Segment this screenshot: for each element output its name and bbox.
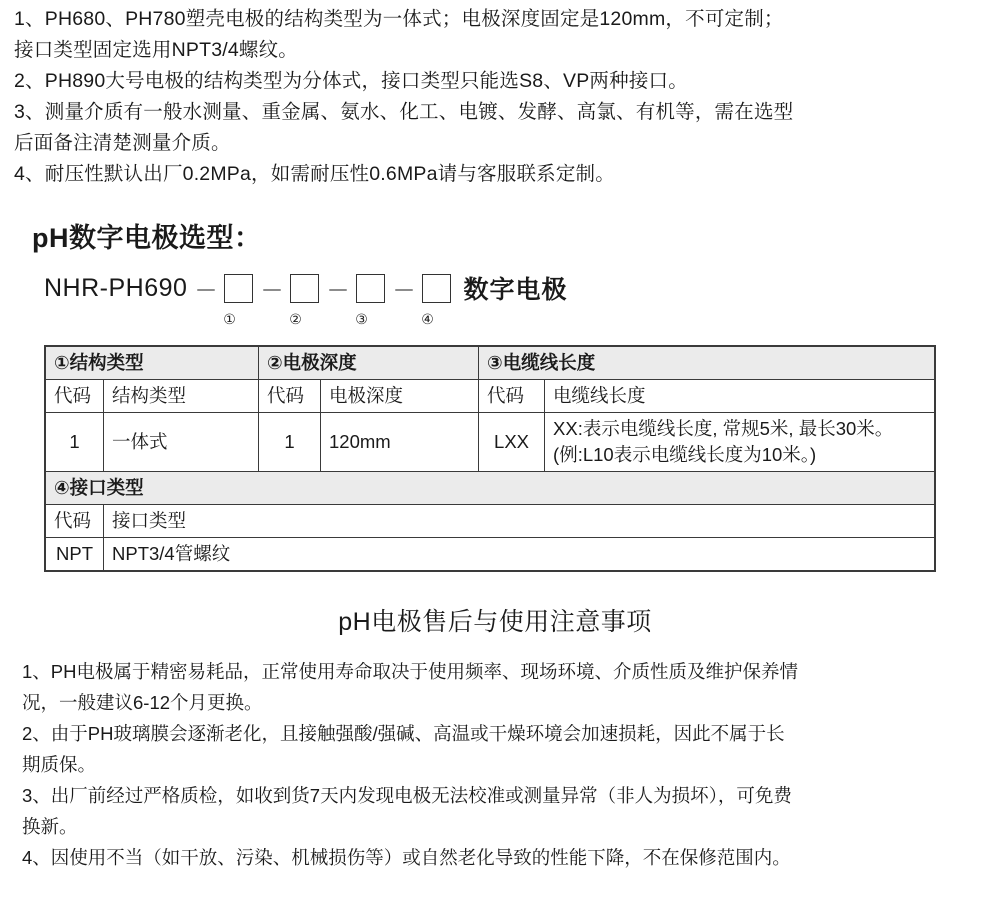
sub-header-code2: 代码 bbox=[259, 380, 321, 413]
table-row bbox=[46, 380, 935, 413]
table-row bbox=[46, 538, 935, 571]
table-row bbox=[46, 472, 935, 505]
sub-header-structure: 结构类型 bbox=[104, 380, 259, 413]
after-sales-line: 期质保。 bbox=[22, 754, 97, 775]
marker-3: ③ bbox=[355, 310, 368, 327]
sub-header-code: 代码 bbox=[46, 380, 104, 413]
after-sales-line: 4、因使用不当（如干放、污染、机械损伤等）或自然老化导致的性能下降，不在保修范围内。 bbox=[22, 847, 791, 868]
model-dash: － bbox=[326, 276, 350, 303]
page-title: pH数字电极选型： bbox=[32, 223, 262, 253]
group-header-cable: ③电缆线长度 bbox=[479, 347, 935, 380]
note-line: 1、PH680、PH780塑壳电极的结构类型为一体式；电极深度固定是120mm，不可定制； bbox=[14, 8, 784, 30]
sub-header-cable: 电缆线长度 bbox=[545, 380, 935, 413]
cell-depth-value: 120mm bbox=[321, 413, 479, 472]
sub-header-code3: 代码 bbox=[479, 380, 545, 413]
code-box-2 bbox=[290, 274, 319, 303]
marker-4: ④ bbox=[421, 310, 434, 327]
cell-cable-code: LXX bbox=[479, 413, 545, 472]
group-header-interface: ④接口类型 bbox=[46, 472, 935, 505]
code-box-1 bbox=[224, 274, 253, 303]
model-dash: － bbox=[194, 276, 218, 303]
after-sales-line: 1、PH电极属于精密易耗品，正常使用寿命取决于使用频率、现场环境、介质性质及维护保养情 bbox=[22, 661, 798, 682]
model-dash: － bbox=[392, 276, 416, 303]
model-code-row bbox=[44, 269, 990, 307]
note-line: 3、测量介质有一般水测量、重金属、氨水、化工、电镀、发酵、高氯、有机等，需在选型 bbox=[14, 101, 794, 123]
table-row bbox=[46, 505, 935, 538]
after-sales-title: pH电极售后与使用注意事项 bbox=[338, 608, 652, 636]
note-line: 接口类型固定选用NPT3/4螺纹。 bbox=[14, 39, 299, 61]
cell-cable-value bbox=[545, 413, 935, 472]
sub-header-depth: 电极深度 bbox=[321, 380, 479, 413]
after-sales-line: 3、出厂前经过严格质检，如收到货7天内发现电极无法校准或测量异常（非人为损坏），可免费 bbox=[22, 785, 792, 806]
cable-desc-line2: (例:L10表示电缆线长度为10米。) bbox=[553, 444, 817, 465]
marker-2: ② bbox=[289, 310, 302, 327]
table-row bbox=[46, 347, 935, 380]
group-header-structure: ①结构类型 bbox=[46, 347, 259, 380]
note-line: 4、耐压性默认出厂0.2MPa，如需耐压性0.6MPa请与客服联系定制。 bbox=[14, 163, 615, 185]
model-suffix: 数字电极 bbox=[463, 276, 568, 304]
model-prefix: NHR-PH690 bbox=[44, 273, 188, 302]
marker-1: ① bbox=[223, 310, 236, 327]
cable-desc-line1: XX:表示电缆线长度, 常规5米, 最长30米。 bbox=[553, 418, 894, 439]
cell-interface-value: NPT3/4管螺纹 bbox=[104, 538, 935, 571]
top-notes-block bbox=[0, 0, 990, 190]
after-sales-line: 2、由于PH玻璃膜会逐渐老化，且接触强酸/强碱、高温或干燥环境会加速损耗，因此不属于长 bbox=[22, 723, 785, 744]
model-code-markers bbox=[44, 309, 990, 329]
code-box-3 bbox=[356, 274, 385, 303]
note-line: 后面备注清楚测量介质。 bbox=[14, 132, 231, 154]
sub-header-code4: 代码 bbox=[46, 505, 104, 538]
table-row bbox=[46, 413, 935, 472]
group-header-depth: ②电极深度 bbox=[259, 347, 479, 380]
model-dash: － bbox=[260, 276, 284, 303]
cell-interface-code: NPT bbox=[46, 538, 104, 571]
code-box-4 bbox=[422, 274, 451, 303]
cell-depth-code: 1 bbox=[259, 413, 321, 472]
selection-table bbox=[44, 345, 936, 572]
sub-header-interface: 接口类型 bbox=[104, 505, 935, 538]
cell-structure-value: 一体式 bbox=[104, 413, 259, 472]
after-sales-notes bbox=[22, 656, 968, 873]
after-sales-line: 换新。 bbox=[22, 816, 78, 837]
after-sales-line: 况，一般建议6-12个月更换。 bbox=[22, 692, 263, 713]
cell-structure-code: 1 bbox=[46, 413, 104, 472]
note-line: 2、PH890大号电极的结构类型为分体式，接口类型只能选S8、VP两种接口。 bbox=[14, 70, 688, 92]
